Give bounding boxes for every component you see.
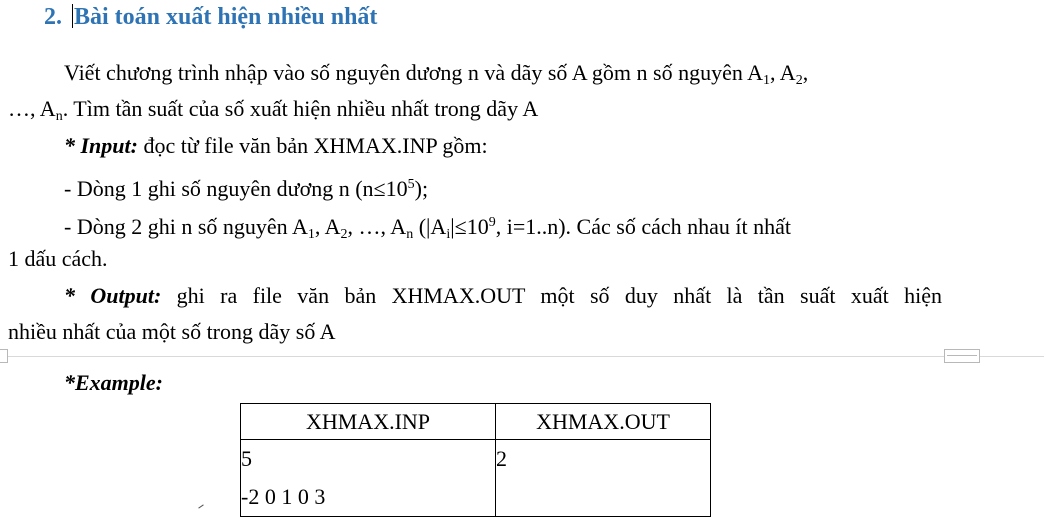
input-text: đọc từ file văn bản XHMAX.INP gồm:	[137, 133, 488, 158]
subscript: i	[446, 227, 451, 242]
input-text: - Dòng 2 ghi n số nguyên A	[64, 214, 308, 239]
subscript: 2	[340, 227, 348, 242]
page-break-rule	[0, 356, 1044, 357]
input-text: , A	[314, 214, 341, 239]
input-text: |≤10	[450, 214, 489, 239]
intro-line-2	[8, 96, 538, 130]
superscript: 5	[407, 177, 415, 192]
output-heading-line	[64, 283, 942, 309]
header-output-file: XHMAX.OUT	[496, 404, 711, 440]
text-cursor	[72, 4, 73, 28]
table-row	[241, 440, 711, 517]
input-value-line: 5	[241, 446, 252, 471]
subscript: n	[406, 227, 414, 242]
section-number: 2.	[44, 4, 62, 30]
subscript: 1	[763, 73, 771, 88]
input-text: );	[414, 176, 429, 201]
intro-text: …, A	[8, 96, 56, 121]
input-value-line: -2 0 1 0 3	[241, 484, 326, 509]
output-line-2	[8, 319, 336, 345]
example-label: *Example:	[64, 370, 163, 395]
example-table	[240, 403, 711, 517]
input-line-2	[64, 210, 791, 248]
subscript: 1	[307, 227, 315, 242]
subscript: 2	[795, 73, 803, 88]
right-margin-marker	[944, 349, 980, 363]
input-text: 1 dấu cách.	[8, 246, 108, 271]
section-heading	[44, 4, 377, 31]
intro-text: ,	[802, 60, 809, 85]
input-label: * Input:	[64, 133, 138, 158]
output-value-line: 2	[496, 446, 507, 471]
subscript: n	[55, 109, 63, 124]
intro-text: Viết chương trình nhập vào số nguyên dương n và dãy số A gồm n số nguyên A	[64, 60, 764, 85]
superscript: 9	[488, 215, 496, 230]
section-title: Bài toán xuất hiện nhiều nhất	[74, 4, 378, 30]
table-header-row	[241, 404, 711, 440]
input-text: (|A	[413, 214, 447, 239]
input-text: - Dòng 1 ghi số nguyên dương n (n≤10	[64, 176, 408, 201]
input-text: , i=1..n). Các số cách nhau ít nhất	[495, 214, 791, 239]
output-text: ghi ra file văn bản XHMAX.OUT một số duy nhất là tần suất xuất hiện	[161, 283, 942, 308]
intro-text: . Tìm tần suất của số xuất hiện nhiều nhất trong dãy A	[62, 96, 539, 121]
intro-text: , A	[770, 60, 796, 85]
output-text: nhiều nhất của một số trong dãy số A	[8, 319, 336, 344]
input-cell	[241, 440, 496, 517]
input-text: , …, A	[347, 214, 407, 239]
stray-mark	[198, 504, 203, 508]
header-input-file: XHMAX.INP	[241, 404, 496, 440]
input-heading-line	[64, 133, 488, 159]
left-margin-marker	[0, 349, 8, 363]
input-line-1	[64, 172, 428, 202]
output-label: * Output:	[64, 283, 162, 308]
input-line-3	[8, 246, 108, 272]
output-cell	[496, 440, 711, 517]
intro-line-1	[64, 60, 808, 94]
